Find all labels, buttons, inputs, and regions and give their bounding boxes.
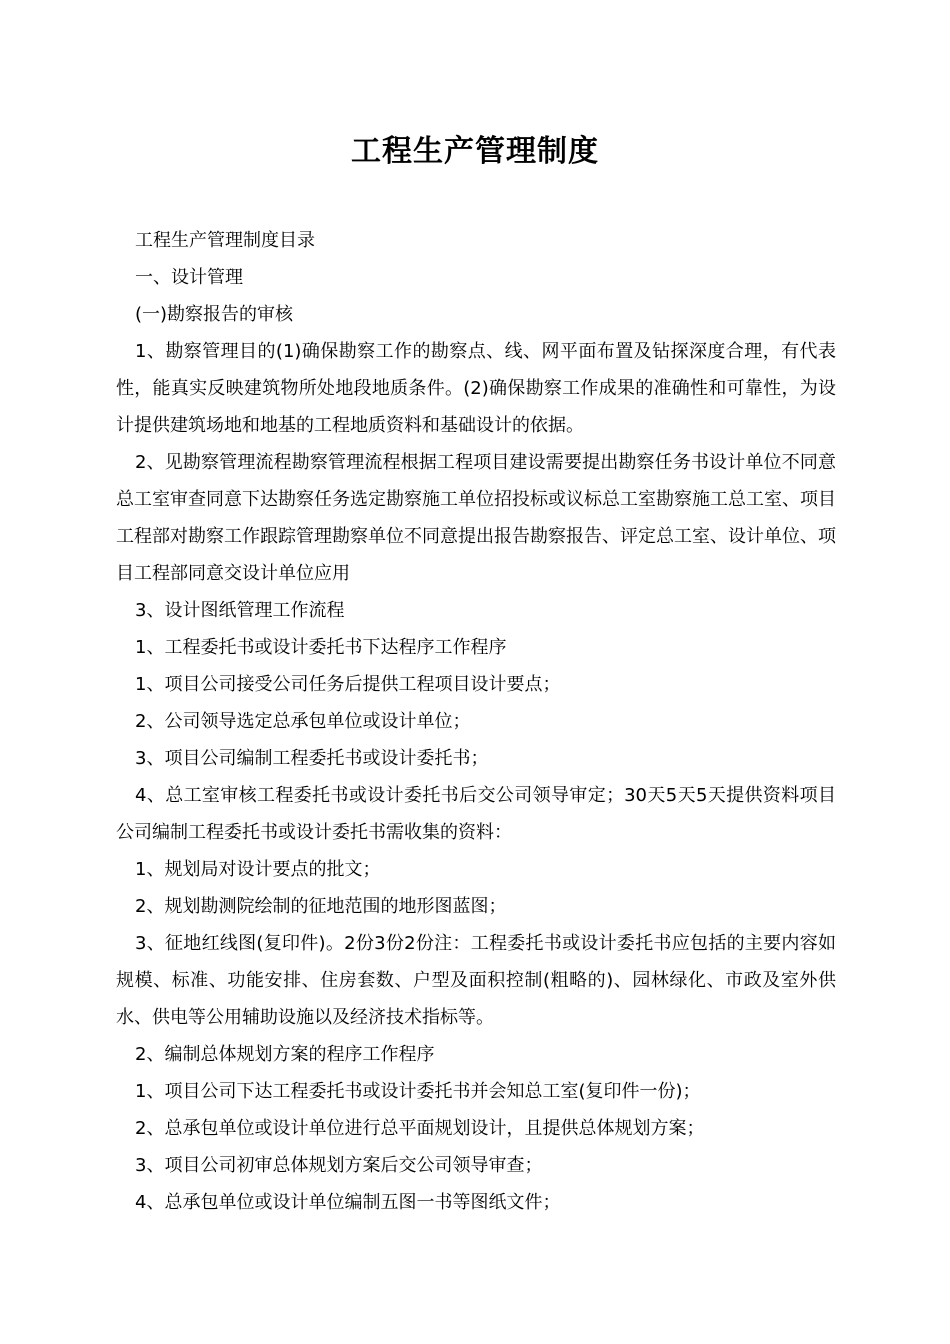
list-item: 2、规划勘测院绘制的征地范围的地形图蓝图；: [135, 896, 507, 917]
list-item: 4、总工室审核工程委托书或设计委托书后交公司领导审定；30天5天5天提供资料项目公司编制工程委托书或设计委托书需收集的资料：: [116, 785, 836, 843]
paragraph-master-plan-procedure: 2、编制总体规划方案的程序工作程序: [135, 1044, 435, 1065]
list-item: 3、项目公司初审总体规划方案后交公司领导审查；: [135, 1155, 543, 1176]
paragraph-subsection-survey: (一)勘察报告的审核: [135, 304, 294, 325]
paragraph-section-design: 一、设计管理: [135, 267, 243, 288]
paragraph-toc-heading: 工程生产管理制度目录: [135, 230, 315, 251]
paragraph-survey-purpose: 1、勘察管理目的(1)确保勘察工作的勘察点、线、网平面布置及钻探深度合理，有代表性，能真实反映建筑物所处地段地质条件。(2)确保勘察工作成果的准确性和可靠性，为设计提供建筑场地和地基的工程地质资料和基础设计的依据。: [116, 341, 836, 436]
paragraph-survey-flow: 2、见勘察管理流程勘察管理流程根据工程项目建设需要提出勘察任务书设计单位不同意总工室审查同意下达勘察任务选定勘察施工单位招投标或议标总工室勘察施工总工室、项目工程部对勘察工作跟踪管理勘察单位不同意提出报告勘察报告、评定总工室、设计单位、项目工程部同意交设计单位应用: [116, 452, 836, 584]
list-item: 2、总承包单位或设计单位进行总平面规划设计，且提供总体规划方案；: [135, 1118, 705, 1139]
list-item: 2、公司领导选定总承包单位或设计单位；: [135, 711, 471, 732]
list-item: 1、规划局对设计要点的批文；: [135, 859, 381, 880]
document-title: 工程生产管理制度: [351, 134, 599, 169]
document-body: [116, 222, 836, 1221]
paragraph-drawing-workflow: 3、设计图纸管理工作流程: [135, 600, 345, 621]
list-item: 1、项目公司下达工程委托书或设计委托书并会知总工室(复印件一份)；: [135, 1081, 701, 1102]
list-item: 4、总承包单位或设计单位编制五图一书等图纸文件；: [135, 1192, 561, 1213]
list-item: 3、项目公司编制工程委托书或设计委托书；: [135, 748, 489, 769]
list-item: 3、征地红线图(复印件)。2份3份2份注：工程委托书或设计委托书应包括的主要内容如规模、标准、功能安排、住房套数、户型及面积控制(粗略的)、园林绿化、市政及室外供水、供电等公用辅助设施以及经济技术指标等。: [116, 933, 836, 1028]
list-item: 1、项目公司接受公司任务后提供工程项目设计要点；: [135, 674, 561, 695]
paragraph-commission-procedure: 1、工程委托书或设计委托书下达程序工作程序: [135, 637, 507, 658]
